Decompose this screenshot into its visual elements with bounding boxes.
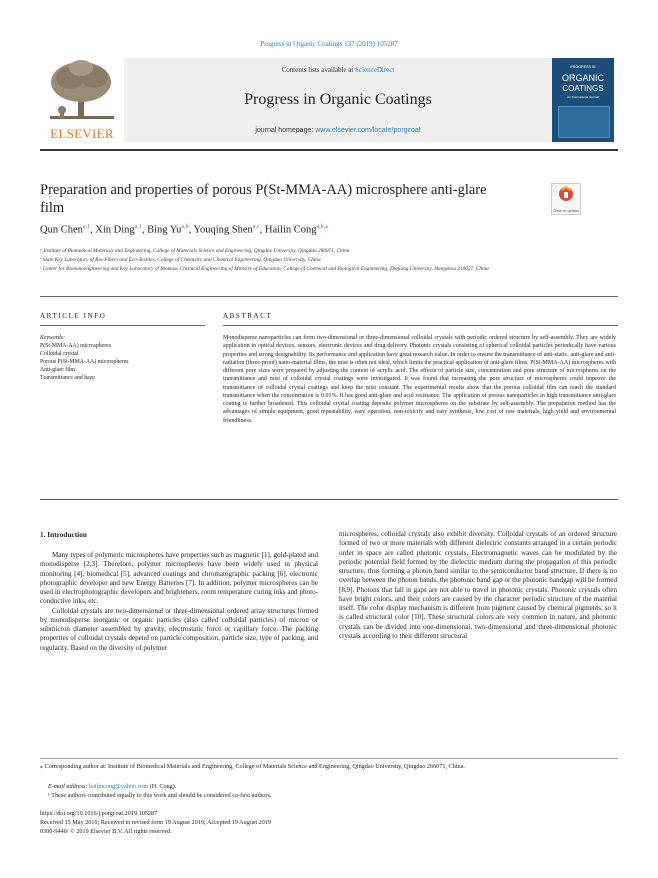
- body-paragraph: Many types of polymeric microspheres have properties such as magnetic [1], gold-plated and monodisperse [2,3]. Therefore, polymer microspheres have been widely used in physical monitoring [4], biomedical [5], advanced coatings and chromatographic packing [6], electronic photographic developer and new Energy Batteries [7]. In addition, polymer microspheres can be used in electrophotographic developers and brighteners, room temperature curing inks and photo-conductive inks, etc.: [40, 551, 318, 606]
- keyword-item: Colloidal crystal: [40, 351, 79, 357]
- author-name[interactable]: Youqing Shen: [193, 224, 253, 236]
- author-affiliation-marker[interactable]: a,b,⁎: [316, 224, 329, 230]
- author-affiliation-marker[interactable]: a,1: [134, 224, 142, 230]
- corresponding-author-note: ⁎ Corresponding author at: Institute of Biomedical Materials and Engineering, College of Materials Science and Engineering, Qingdao University, Qingdao 266071, China.: [40, 763, 465, 770]
- left-column: [40, 551, 318, 653]
- journal-cover-image: PROGRESS IN ORGANIC COATINGS An International Journal: [552, 58, 614, 142]
- author-affiliation-marker[interactable]: a,1: [82, 224, 91, 230]
- masthead: [40, 58, 620, 142]
- author-affiliation-marker[interactable]: a,c: [252, 224, 260, 230]
- doi-link[interactable]: https://doi.org/10.1016/j.porgcoat.2019.105287: [40, 810, 158, 817]
- author-name[interactable]: Bing Yu: [147, 224, 182, 236]
- check-for-updates-badge[interactable]: Check for updates: [551, 183, 581, 215]
- article-info-heading: ARTICLE INFO: [40, 312, 107, 320]
- author-email-link[interactable]: hailincong@yahoo.com: [89, 783, 149, 790]
- sciencedirect-link[interactable]: ScienceDirect: [355, 66, 395, 74]
- abstract-end-rule: [40, 499, 618, 500]
- author-affiliation-marker[interactable]: a,b: [181, 224, 189, 230]
- publisher-name: ELSEVIER: [50, 126, 114, 141]
- keywords-label: Keywords:: [40, 335, 65, 341]
- journal-name: Progress in Organic Coatings: [244, 91, 432, 108]
- body-paragraph: Colloidal crystals are two-dimensional or three-dimensional ordered array structures formed by monodisperse inorganic or organic particles (also called colloidal particles) of micron or submicron diameter assembled by gravity, electrostatic force or capillary force. The packing properties of colloidal crystals depend on particle composition, particle size, type of packing, and regularity. Based on the diversity of polymer: [40, 606, 318, 652]
- author-name[interactable]: Xin Ding: [95, 224, 135, 236]
- affiliation: ᵃ Institute of Biomedical Materials and Engineering, College of Materials Science and Engineering, Qingdao University, Qingdao 266071, China: [40, 248, 350, 254]
- abstract-text: Monodisperse nanoparticles can form two-dimensional or three-dimensional colloidal crystals with periodic ordered structure by self-assembly. They are widely application in optical devices, sensors, electronic devices and drug delivery. Photonic crystals consisting of spherical colloidal particles periodically have various properties and strong designability. Its performance and application have great research value. In order to ensure the transmittance of anti-static, anti-glare and anti-radiation (three-proof) nano-material films, the mist is often not ideal, which limits the practical application of anti-glare films. P(St-MMA-AA) microspheres with different pore sizes were prepared by adjusting the content of acrylic acid. The effects of particle size, concentration and pore structure of microspheres on the transmittance and mist of colloidal crystal coatings were investigated. It was found that increasing the pore structure of microspheres could improve the transmittance of colloidal crystal coatings and keep the mist constant. The experimental results show that the porous colloidal film can reach the standard transmittance when the concentration is 0.01%. It has good anti-glare and acid resistance. The application of porous nanoparticles in high transmittance anti-glare coating is further broadened. This colloidal crystal coating deposits polymer microspheres on the substrate by self-assembly. The preparation method has the advantages of simple equipment, good repeatability, easy operation, non-toxicity and easy synthesis, low cost of raw materials, high yield and environmental friendliness.: [223, 335, 616, 424]
- abstract-rule: [223, 325, 618, 326]
- article-info-rule: [40, 325, 205, 326]
- email-line: E-mail address: hailincong@yahoo.com (H. Cong).: [48, 783, 177, 790]
- contents-line: Contents lists available at ScienceDirect: [281, 66, 395, 74]
- journal-banner: [124, 58, 552, 142]
- author-name[interactable]: Hailin Cong: [264, 224, 317, 236]
- footnote-rule: [40, 758, 618, 759]
- section-heading: 1. Introduction: [40, 530, 87, 539]
- keyword-item: Transmittance and haze: [40, 375, 95, 381]
- journal-homepage: journal homepage: www.elsevier.com/locate/porgcoat: [255, 127, 421, 134]
- keyword-item: Anti-glare film: [40, 367, 75, 373]
- affiliation: ᵇ State Key Laboratory of Bio-Fibers and Eco-Textiles, College of Chemistry and Chemical Engineering, Qingdao University, China: [40, 257, 321, 263]
- article-title: Preparation and properties of porous P(St-MMA-AA) microsphere anti-glare film: [40, 182, 487, 216]
- publication-history: Received 15 May 2019; Received in revised form 19 August 2019; Accepted 19 August 2019: [40, 819, 271, 826]
- copyright-line: 0300-9440/ © 2019 Elsevier B.V. All rights reserved.: [40, 828, 172, 835]
- header-rule: [40, 149, 618, 151]
- author-name[interactable]: Qun Chen: [40, 224, 83, 236]
- affiliation: ᶜ Center for Bionanoengineering and Key Laboratory of Biomass Chemical Engineering of Ministry of Education, College of Chemical and Biological Engineering, Zhejiang University, Hangzhou 310027, China: [40, 266, 489, 272]
- equal-contribution-note: ¹ These authors contributed equally to this work and should be considered co-first authors.: [48, 792, 272, 799]
- journal-reference[interactable]: Progress in Organic Coatings 137 (2019) 105287: [260, 40, 398, 48]
- check-for-updates-icon: [552, 184, 580, 204]
- cover-artwork: [558, 106, 610, 138]
- keyword-item: Porous P(St-MMA-AA) microspheres: [40, 359, 129, 365]
- keyword-item: P(St-MMA-AA) microspheres: [40, 343, 112, 349]
- author-list: Qun Chen$^{a,1}$, Xin Ding$^{a,1}$, Bing Yu$^{a,b}$, Youqing Shen$^{a,c}$, Hailin Cong$^{a,b,⁎}$: [40, 224, 329, 236]
- right-column: [339, 530, 617, 641]
- body-paragraph: microspheres, colloidal crystals also exhibit diversity. Colloidal crystals of an ordered structure formed of two or more materials with different dielectric constants arranged in a certain periodic order in space are called photonic crystals. Electromagnetic waves can be modulated by the periodic potential field formed by the dielectric medium during the propagation of this periodic structure, thus forming a photon band similar to the semiconductor band structure. If there is no overlap between the photon bands, the photonic band gap or the photonic bandgap will be formed [8,9]. Photons that fall in gaps are not able to travel in photonic crystals. Photonic crystals often have bright colors, and their colors are caused by the character periodic structure of the material itself. The color display mechanism is different from pigment caused by chemical pigments, so it is called structural color [10]. These structural colors are very common in nature, and photonic crystals can be divided into one-dimensional, two-dimensional and three-dimensional photonic crystals according to their different structural: [339, 530, 617, 640]
- abstract-heading: ABSTRACT: [223, 312, 273, 320]
- affiliation-rule: [40, 296, 618, 297]
- homepage-link[interactable]: www.elsevier.com/locate/porgcoat: [315, 127, 421, 134]
